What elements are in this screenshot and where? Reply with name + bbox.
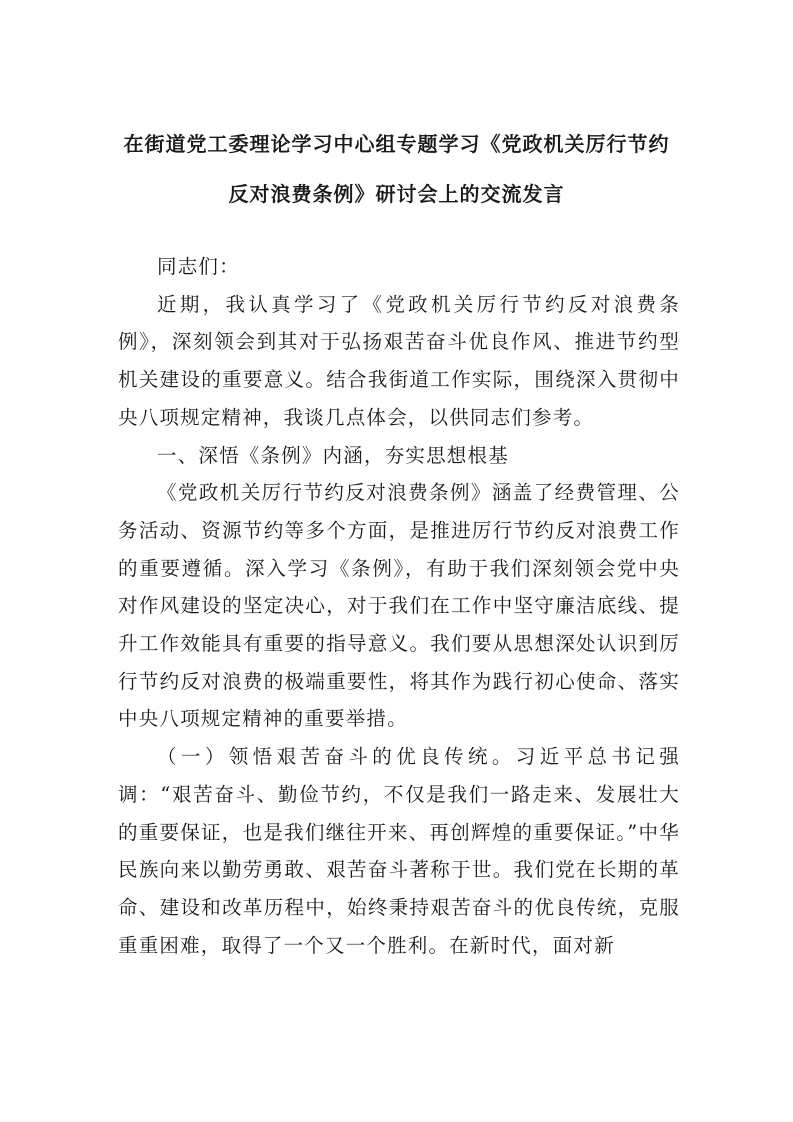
salutation: 同志们： [157, 255, 240, 278]
paragraph-section-1: 《党政机关厉行节约反对浪费条例》涵盖了经费管理、公务活动、资源节约等多个方面，是推进厉行节约反对浪费工作的重要遵循。深入学习《条例》，有助于我们深刻领会党中央对作风建设的坚定决心，对于我们在工作中坚守廉洁底线、提升工作效能具有重要的指导意义。我们要从思想深处认识到厉行节约反对浪费的极端重要性，将其作为践行初心使命、落实中央八项规定精神的重要举措。 [118, 481, 680, 731]
paragraph-subsection-1: （一）领悟艰苦奋斗的优良传统。习近平总书记强调：“艰苦奋斗、勤俭节约，不仅是我们一路走来、发展壮大的重要保证，也是我们继往开来、再创辉煌的重要保证。”中华民族向来以勤劳勇敢、艰苦奋斗著称于世。我们党在长期的革命、建设和改革历程中，始终秉持艰苦奋斗的优良传统，克服重重困难，取得了一个又一个胜利。在新时代，面对新 [118, 745, 680, 957]
paragraph-intro: 近期，我认真学习了《党政机关厉行节约反对浪费条例》，深刻领会到其对于弘扬艰苦奋斗优良作风、推进节约型机关建设的重要意义。结合我街道工作实际，围绕深入贯彻中央八项规定精神，我谈几点体会，以供同志们参考。 [118, 292, 680, 429]
document-title-line-2: 反对浪费条例》研讨会上的交流发言 [228, 182, 565, 206]
section-heading-1: 一、深悟《条例》内涵，夯实思想根基 [157, 443, 509, 467]
document-title-line-1: 在街道党工委理论学习中心组专题学习《党政机关厉行节约 [123, 132, 670, 156]
document-body [118, 248, 680, 964]
